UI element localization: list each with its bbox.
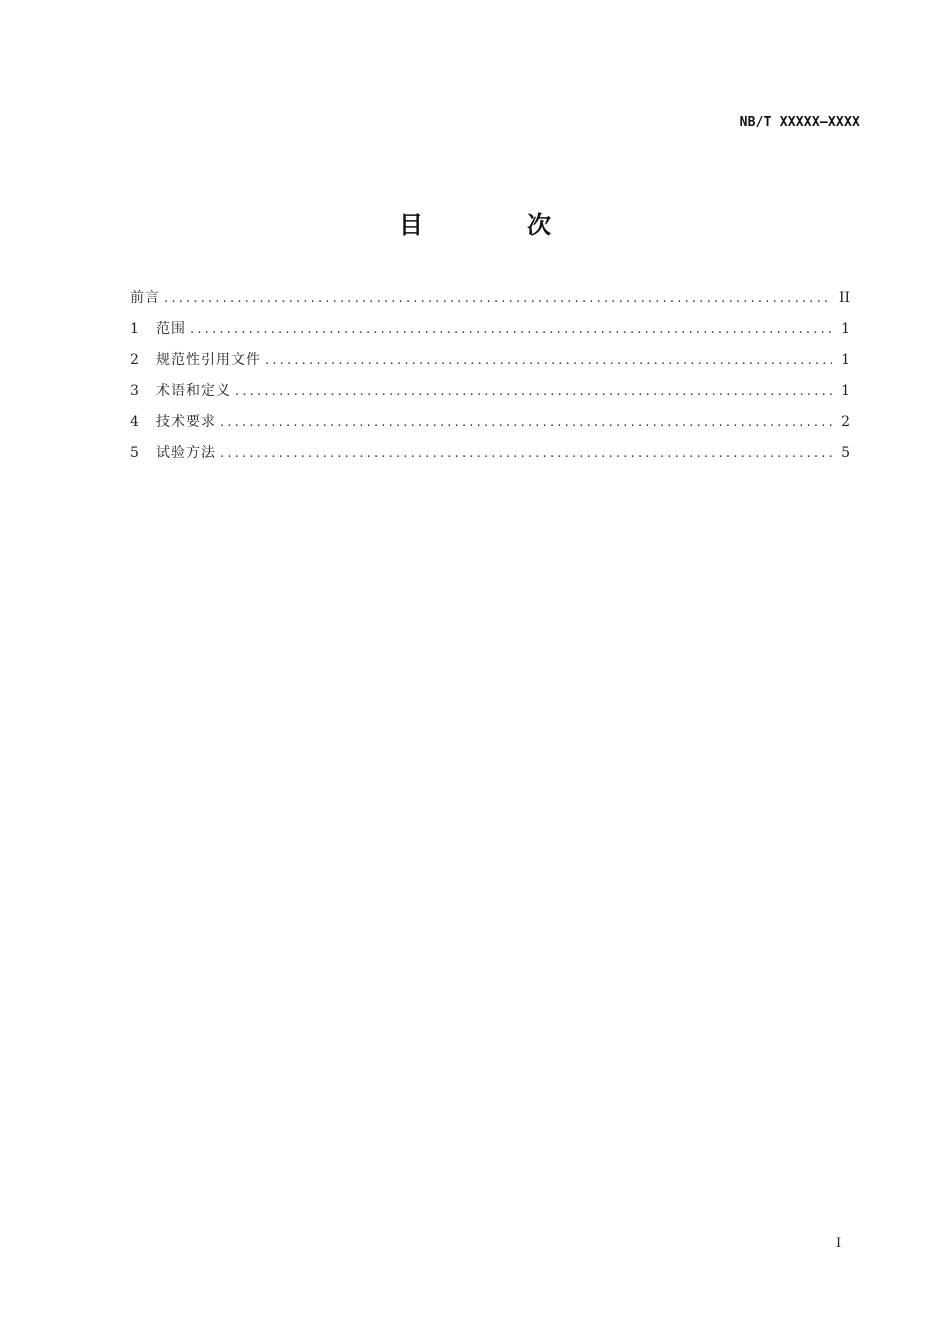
toc-entry-number: 4 xyxy=(130,414,139,430)
toc-entry-normative-references[interactable] xyxy=(130,349,850,380)
toc-leader-dots xyxy=(220,415,832,430)
toc-entry-scope[interactable] xyxy=(130,318,850,349)
toc-entry-page: 1 xyxy=(841,383,850,399)
toc-entry-label: 术语和定义 xyxy=(156,383,231,399)
toc-entry-label: 技术要求 xyxy=(156,414,216,430)
toc-entry-label: 前言 xyxy=(130,290,160,306)
toc-leader-dots xyxy=(220,446,832,461)
toc-entry-number: 5 xyxy=(130,445,139,461)
toc-leader-dots xyxy=(235,384,832,399)
standard-code: NB/T XXXXX—XXXX xyxy=(739,115,860,130)
toc-leader-dots xyxy=(164,291,832,306)
toc-entry-page: 2 xyxy=(841,414,850,430)
toc-entry-terms-definitions[interactable] xyxy=(130,380,850,411)
page-number: I xyxy=(836,1236,842,1251)
toc-entry-label: 规范性引用文件 xyxy=(156,352,261,368)
toc-entry-page: 5 xyxy=(841,445,850,461)
toc-entry-number: 1 xyxy=(130,321,139,337)
toc-entry-technical-requirements[interactable] xyxy=(130,411,850,442)
toc-leader-dots xyxy=(265,353,832,368)
toc-entry-label: 范围 xyxy=(156,321,186,337)
toc-entry-test-methods[interactable] xyxy=(130,442,850,473)
toc-entry-foreword[interactable] xyxy=(130,287,850,318)
toc-entry-label: 试验方法 xyxy=(156,445,216,461)
toc-entry-number: 3 xyxy=(130,383,139,399)
toc-entry-page: 1 xyxy=(841,321,850,337)
toc-leader-dots xyxy=(190,322,832,337)
toc-entry-page: 1 xyxy=(841,352,850,368)
table-of-contents xyxy=(130,287,850,473)
toc-entry-number: 2 xyxy=(130,352,139,368)
toc-entry-page: II xyxy=(838,290,850,306)
toc-title: 目 次 xyxy=(399,211,591,239)
